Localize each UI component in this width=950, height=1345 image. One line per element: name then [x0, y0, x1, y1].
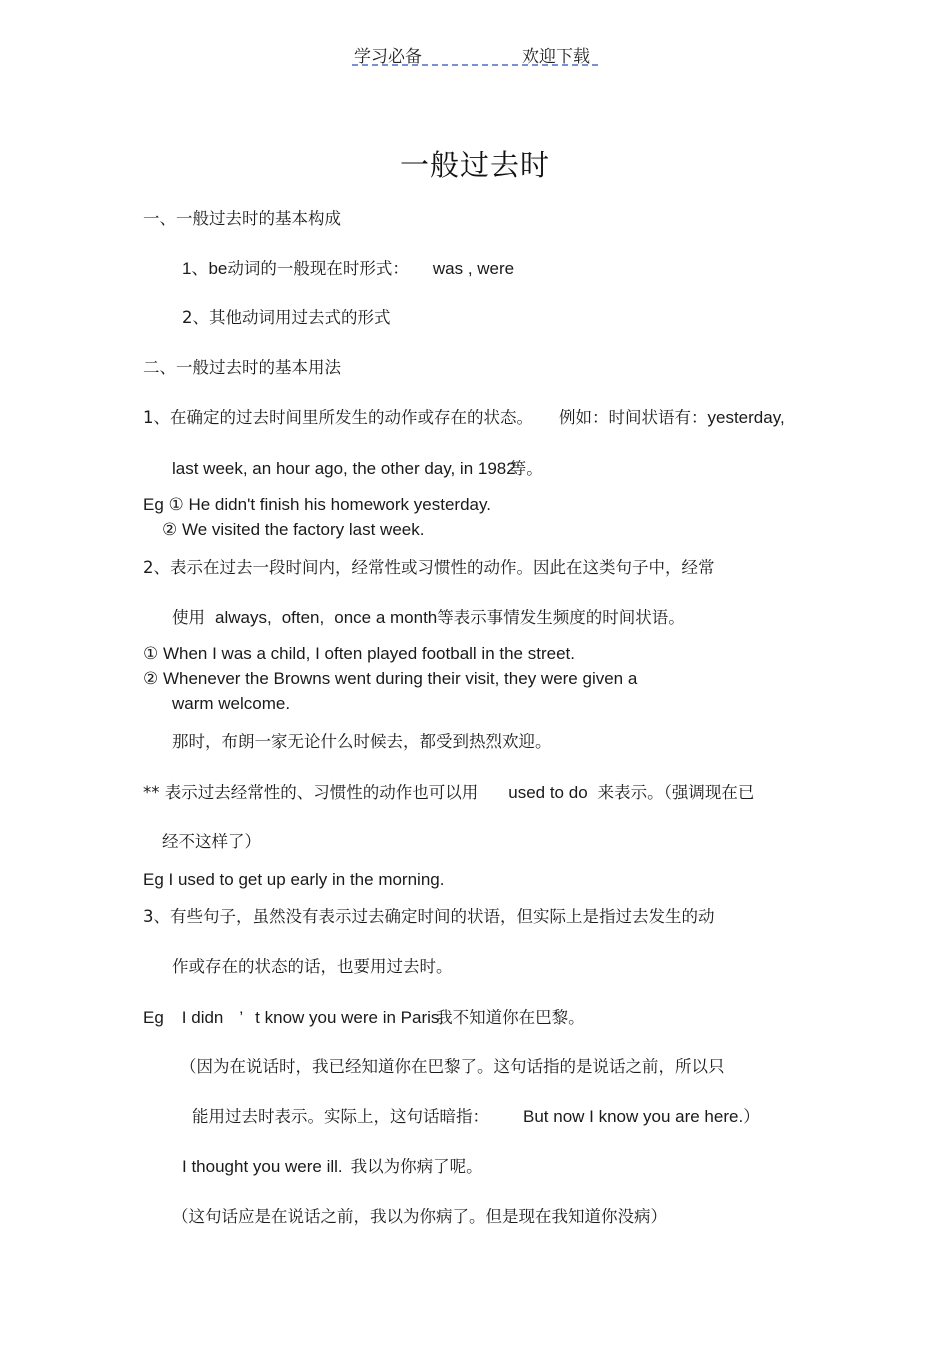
page-header: [352, 40, 598, 66]
usage1-line2-en: last week, an hour ago, the other day, in 1982: [172, 459, 516, 478]
note-line1: [143, 783, 754, 803]
usage1-text: 1、在确定的过去时间里所发生的动作或存在的状态。: [143, 408, 533, 427]
usage2-example2-cont: warm welcome.: [172, 694, 291, 713]
eg3-part2: t know you were in Paris.: [255, 1008, 445, 1027]
usage2-line2: [172, 608, 685, 628]
usage1-line1: [143, 408, 785, 428]
header-left-text: 学习必备: [354, 47, 422, 67]
explanation-line2-cn: 能用过去时表示。实际上，这句话暗指：: [192, 1107, 489, 1126]
note-line2: 经不这样了）: [162, 832, 261, 851]
header-right-text: 欢迎下载: [522, 47, 590, 67]
note-tail: 来表示。（强调现在已: [597, 783, 755, 802]
explanation-line2-en: But now I know you are here.: [523, 1107, 744, 1126]
usage1-example-en: yesterday,: [707, 408, 785, 427]
item1-cn: 动词的一般现在时形式：: [227, 259, 409, 278]
section1-item2: 2、其他动词用过去式的形式: [182, 308, 391, 327]
explanation-line2-close: ）: [743, 1107, 760, 1126]
usage1-line2-cn: 等。: [509, 459, 543, 478]
document-title: 一般过去时: [399, 148, 550, 182]
usage2-example2-translation: 那时，布朗一家无论什么时候去，都受到热烈欢迎。: [172, 732, 552, 751]
usage1-example2: ② We visited the factory last week.: [162, 520, 425, 539]
usage1-line2: [172, 459, 543, 479]
usage1-example1: Eg ① He didn't finish his homework yesterday.: [143, 495, 491, 514]
usage2-example2: ② Whenever the Browns went during their visit, they were given a: [143, 669, 638, 688]
usage2-example1: ① When I was a child, I often played football in the street.: [143, 644, 575, 663]
usage2-line1: 2、表示在过去一段时间内，经常性或习惯性的动作。因此在这类句子中，经常: [143, 558, 715, 577]
note-used-to-do: used to do: [508, 783, 588, 802]
usage3-example2: [182, 1157, 483, 1177]
usage3-line1: 3、有些句子，虽然没有表示过去确定时间的状语，但实际上是指过去发生的动: [143, 907, 715, 926]
explanation-line2: [192, 1107, 760, 1127]
eg3-translation: 我不知道你在巴黎。: [436, 1008, 585, 1027]
usage3-line2: 作或存在的状态的话，也要用过去时。: [172, 957, 453, 976]
eg4-en: I thought you were ill.: [182, 1157, 343, 1176]
note-example: Eg I used to get up early in the morning.: [143, 870, 445, 889]
eg3-part1: I didn: [181, 1008, 224, 1027]
item1-prefix: 1、be: [182, 259, 228, 278]
explanation-line1: （因为在说话时，我已经知道你在巴黎了。这句话指的是说话之前，所以只: [180, 1057, 725, 1076]
item1-en: was , were: [432, 259, 515, 278]
usage2-always: always,: [215, 608, 272, 627]
explanation-line3: （这句话应是在说话之前，我以为你病了。但是现在我知道你没病）: [172, 1207, 667, 1226]
note-text: ** 表示过去经常性的、习惯性的动作也可以用: [143, 783, 479, 802]
section1-item1: [182, 259, 514, 279]
usage2-once-a-month: once a month: [334, 608, 438, 627]
usage3-example1: [143, 1008, 585, 1028]
usage1-example-label: 例如：时间状语有：: [559, 408, 708, 427]
section1-heading: 一、一般过去时的基本构成: [143, 209, 341, 228]
usage2-line2-tail: 等表示事情发生频度的时间状语。: [437, 608, 685, 627]
eg3-label: Eg: [143, 1008, 164, 1027]
eg3-apostrophe: ’: [239, 1008, 244, 1027]
usage2-use-label: 使用: [172, 608, 205, 627]
eg4-cn: 我以为你病了呢。: [350, 1157, 483, 1176]
section2-heading: 二、一般过去时的基本用法: [143, 358, 341, 377]
usage2-often: often,: [281, 608, 325, 627]
